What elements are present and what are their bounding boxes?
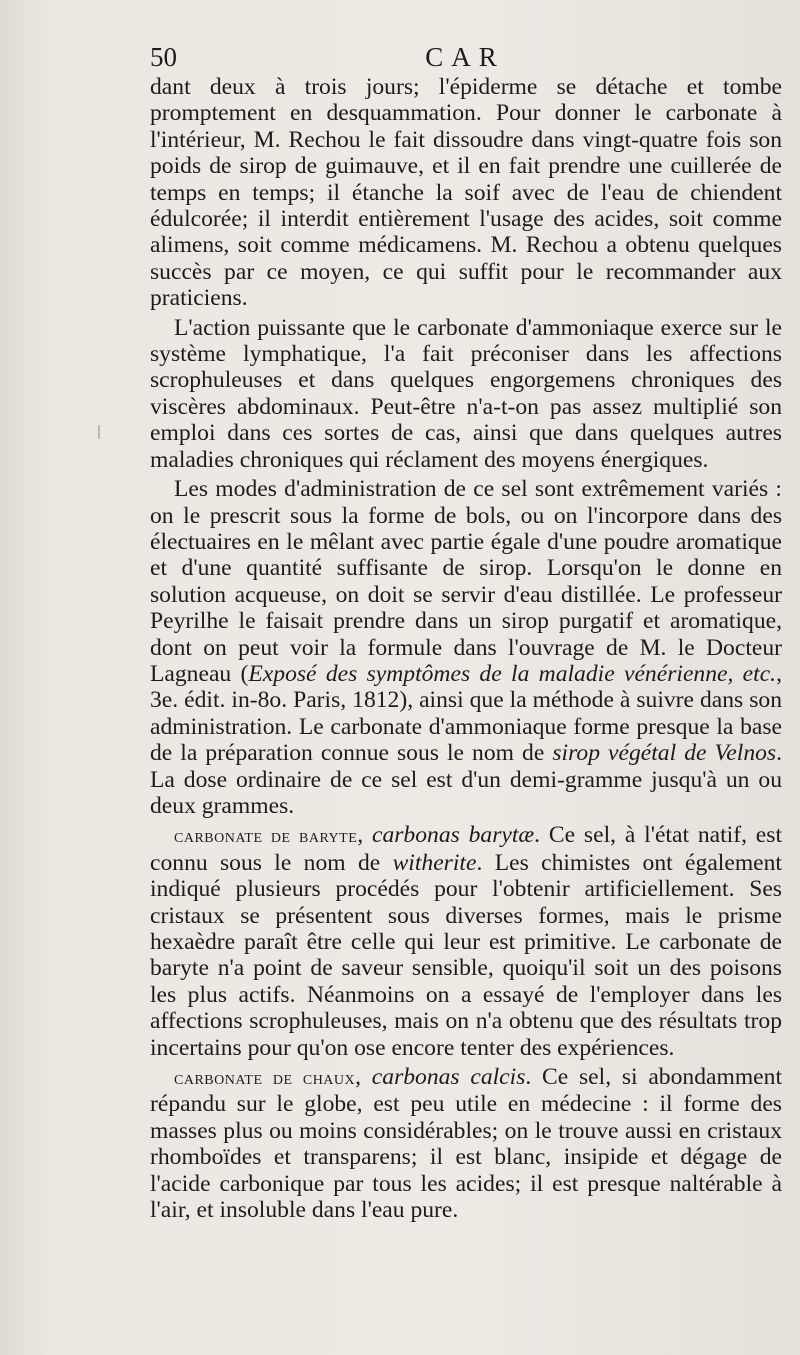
entry-carbonate-chaux — [150, 1064, 782, 1223]
administration-text-2: , 3e. édit. in-8o. Paris, 1812), ainsi que la méthode à suivre dans son administration. Le carbonate d'ammoniaque forme presque la base de la préparation connue sous le nom de — [150, 660, 782, 767]
page-number: 50 — [150, 42, 177, 72]
baryte-text-2: . Les chimistes ont également indiqué plusieurs procédés pour l'obtenir artificiellement. Ses cristaux se présentent sous diverses formes, mais le prisme hexaèdre paraît être celle qui leur est primitive. Le carbonate de baryte n'a point de saveur sensible, quoiqu'il soit un des poisons les plus actifs. Néanmoins on a essayé de l'employer dans les affections scrophuleuses, mais on n'a obtenu que des résultats trop incertains pour qu'on ose encore tenter des expériences. — [150, 849, 782, 1061]
paragraph-lymphatic-action: L'action puissante que le carbonate d'ammoniaque exerce sur le système lymphatique, l'a fait préconiser dans les affections scrophuleuses et dans quelques engorgemens chroniques des viscères abdominaux. Peut-être n'a-t-on pas assez multiplié son emploi dans ces sortes de cas, ainsi que dans quelques autres maladies chroniques qui réclament des moyens énergiques. — [150, 314, 782, 473]
latin-name-chaux: carbonas calcis — [371, 1064, 526, 1091]
baryte-text-1: . Ce sel, à l'état natif, est connu sous le nom de — [150, 822, 783, 876]
chaux-text: . Ce sel, si abondamment répandu sur le globe, est peu utile en médecine : il forme des masses plus ou moins considérables; on le trouve aussi en cristaux rhomboïdes et transparens; il est blanc, insipide et dégage de l'acide carbonique par tous les acides; il est presque naltérable à l'air, et insoluble dans l'eau pure. — [150, 1064, 782, 1224]
entry-heading-baryte: carbonate de baryte — [174, 825, 358, 848]
running-head — [150, 40, 780, 74]
entry-heading-chaux: carbonate de chaux — [174, 1067, 356, 1090]
entry-carbonate-baryte — [150, 822, 782, 1061]
entry-sep: , — [357, 822, 372, 849]
margin-mark — [98, 425, 100, 439]
body-text — [150, 74, 782, 1226]
entry-sep: , — [355, 1064, 372, 1091]
running-title: CAR — [425, 42, 505, 72]
latin-name-baryte: carbonas barytæ — [371, 822, 535, 849]
sirop-velnos-term: sirop végétal de Velnos — [552, 740, 777, 767]
administration-text-1: Les modes d'administration de ce sel sont extrêmement variés : on le prescrit sous la forme de bols, ou on l'incorpore dans des électuaires en le mêlant avec partie égale d'une poudre aromatique et d'une quantité suffisante de sirop. Lorsqu'on le donne en solution acqueuse, on doit se servir d'eau distillée. Le professeur Peyrilhe le faisait prendre dans un sirop purgatif et aromatique, dont on peut voir la formule dans l'ouvrage de M. le Docteur Lagneau ( — [150, 476, 782, 687]
lagneau-book-title: Exposé des symptômes de la maladie vénérienne, etc. — [248, 660, 777, 687]
witherite-term: witherite — [392, 849, 477, 876]
administration-text-3: . La dose ordinaire de ce sel est d'un demi-gramme jusqu'à un ou deux grammes. — [150, 740, 782, 819]
paragraph-rechou-treatment: dant deux à trois jours; l'épiderme se détache et tombe promptement en desquammation. Pour donner le carbonate à l'intérieur, M. Rechou le fait dissoudre dans vingt-quatre fois son poids de sirop de guimauve, et il en fait prendre une cuillerée de temps en temps; il étanche la soif avec de l'eau de chiendent édulcorée; il interdit entièrement l'usage des acides, soit comme alimens, soit comme médicamens. M. Rechou a obtenu quelques succès par ce moyen, ce qui suffit pour le recommander aux praticiens. — [150, 74, 782, 312]
paragraph-administration — [150, 476, 782, 819]
